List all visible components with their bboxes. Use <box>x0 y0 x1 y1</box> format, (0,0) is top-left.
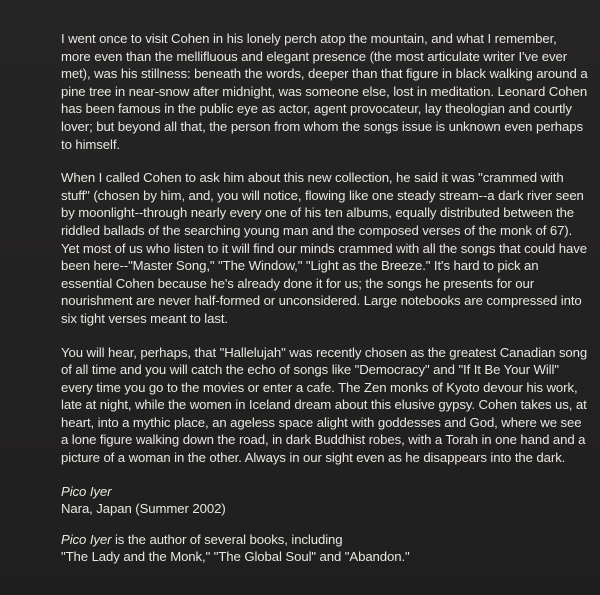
author-signature <box>61 483 589 518</box>
credit-text-line-1: is the author of several books, including <box>111 531 343 547</box>
credit-text-line-2: "The Lady and the Monk," "The Global Soul" and "Abandon." <box>61 549 410 565</box>
essay-text <box>61 30 589 566</box>
author-credit <box>61 531 589 566</box>
signature-name: Pico Iyer <box>61 483 112 499</box>
credit-name: Pico Iyer <box>61 531 112 547</box>
essay-paragraph-2: When I called Cohen to ask him about this new collection, he said it was "crammed with stuff" (chosen by him, and, you will notice, flowing like one steady stream--a dark river seen by moonlight--through nearly every one of his ten albums, equally distributed between the riddled ballads of the searching young man and the composed verses of the monk of 67). Yet most of us who listen to it will find our minds crammed with all the songs that could have been here--"Master Song," "The Window," "Light as the Breeze." It's hard to pick an essential Cohen because he's already done it for us; the songs he presents for our nourishment are never half-formed or unconsidered. Large notebooks are compressed into six tight verses meant to last. <box>61 170 587 326</box>
essay-paragraph-1: I went once to visit Cohen in his lonely perch atop the mountain, and what I remember, more even than the mellifluous and elegant presence (the most articulate writer I've ever met), was his stillness: beneath the words, deeper than that figure in black walking around a pine tree in near-snow after midnight, was someone else, lost in meditation. Leonard Cohen has been famous in the public eye as actor, agent provocateur, lay theologian and courtly lover; but beyond all that, the person from whom the songs issue is unknown even perhaps to himself. <box>61 31 588 152</box>
signature-place: Nara, Japan (Summer 2002) <box>61 501 226 517</box>
essay-paragraph-3: You will hear, perhaps, that "Hallelujah" was recently chosen as the greatest Canadian song of all time and you will catch the echo of songs like "Democracy" and "If It Be Your Will" every time you go to the movies or enter a cafe. The Zen monks of Kyoto devour his work, late at night, while the women in Iceland dream about this elusive gypsy. Cohen takes us, at heart, into a mythic place, an ageless space alight with goddesses and God, where we see a lone figure walking down the road, in dark Buddhist robes, with a Torah in one hand and a picture of a woman in the other. Always in our sight even as he disappears into the dark. <box>61 344 588 466</box>
